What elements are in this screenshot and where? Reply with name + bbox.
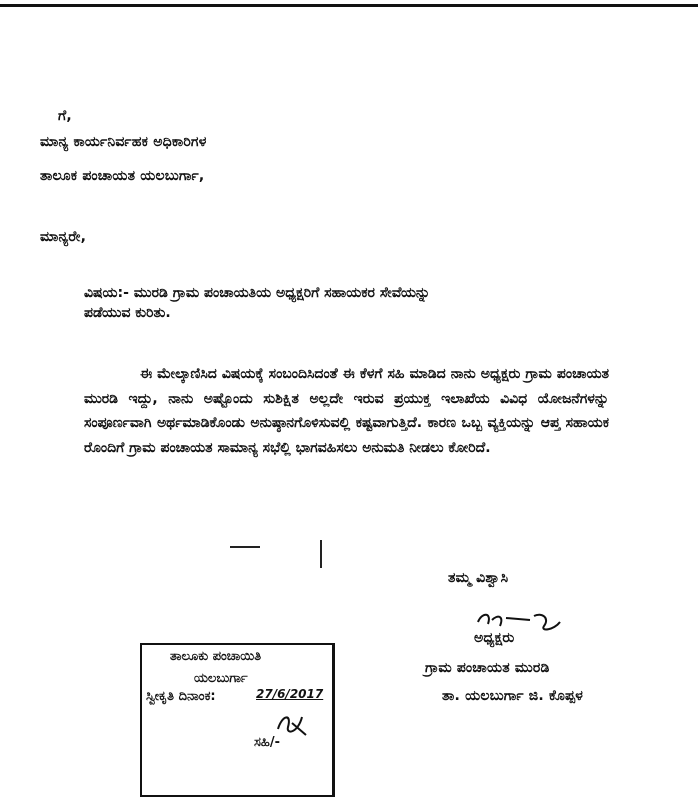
margin-dash-mark [230, 546, 260, 548]
stamp-town: ಯಲಬುರ್ಗಾ [194, 671, 248, 686]
recipient-office: ತಾಲೂಕ ಪಂಚಾಯತ ಯಲಬುರ್ಗಾ, [40, 168, 205, 184]
closing-place: ತಾ. ಯಲಬುರ್ಗಾ ಜಿ. ಕೊಪ್ಪಳ [442, 688, 584, 704]
body-paragraph: ಈ ಮೇಲ್ಕಾಣಿಸಿದ ವಿಷಯಕ್ಕೆ ಸಂಬಂದಿಸಿದಂತೆ ಈ ಕೆಳಗೆ ಸಹಿ ಮಾಡಿದ ನಾನು ಅಧ್ಯಕ್ಷರು ಗ್ರಾಮ ಪಂಚಾಯತ ಮುರಡಿ ಇದ್ದು, ನಾನು ಅಷ್ಟೊಂದು ಸುಶಿಕ್ಷಿತ ಅಲ್ಲದೇ ಇರುವ ಪ್ರಯುಕ್ತ ಇಲಾಖೆಯ ವಿವಿಧ ಯೋಜನೆಗಳನ್ನು ಸಂಪೂರ್ಣವಾಗಿ ಅರ್ಥಮಾಡಿಕೊಂಡು ಅನುಷ್ಠಾನಗೊಳಿಸುವಲ್ಲಿ ಕಷ್ಟವಾಗುತ್ತಿದೆ. ಕಾರಣ ಒಬ್ಬ ವ್ಯಕ್ತಿಯನ್ನು ಆಪ್ತ ಸಹಾಯಕ ರೊಂದಿಗೆ ಗ್ರಾಮ ಪಂಚಾಯತ ಸಾಮಾನ್ಯ ಸಭೆಲ್ಲಿ ಭಾಗವಹಿಸಲು ಅನುಮತಿ ನೀಡಲು ಕೋರಿದೆ. [84, 366, 609, 456]
received-stamp [140, 643, 335, 797]
stamp-received-date: 27/6/2017 [256, 687, 324, 701]
stamp-sign-label: ಸಹಿ/- [254, 735, 280, 750]
closing-yours: ತಮ್ಮ ವಿಶ್ವಾಸಿ [448, 570, 509, 586]
salutation: ಮಾನ್ಯರೇ, [40, 229, 87, 245]
subject-line-1: ವಿಷಯ:- ಮುರಡಿ ಗ್ರಾಮ ಪಂಚಾಯತಿಯ ಅಧ್ಯಕ್ಷರಿಗೆ ಸಹಾಯಕರ ಸೇವೆಯನ್ನು [84, 285, 431, 301]
top-border-line [0, 4, 698, 7]
stamp-received-label: ಸ್ವೀಕೃತಿ ದಿನಾಂಕ: [146, 689, 216, 704]
recipient-prefix: ಗೆ, [58, 108, 72, 124]
subject-line-2: ಪಡೆಯುವ ಕುರಿತು. [84, 305, 171, 321]
subject-block [84, 283, 584, 323]
margin-tick-mark [320, 540, 322, 568]
closing-org: ಗ್ರಾಮ ಪಂಚಾಯತ ಮುರಡಿ [425, 660, 550, 676]
stamp-office: ತಾಲೂಕು ಪಂಚಾಯಿತಿ [170, 649, 262, 664]
recipient-designation: ಮಾನ್ಯ ಕಾರ್ಯನಿರ್ವಹಕ ಅಧಿಕಾರಿಗಳ [40, 134, 207, 150]
closing-title: ಅಧ್ಯಕ್ಷರು [474, 630, 515, 646]
